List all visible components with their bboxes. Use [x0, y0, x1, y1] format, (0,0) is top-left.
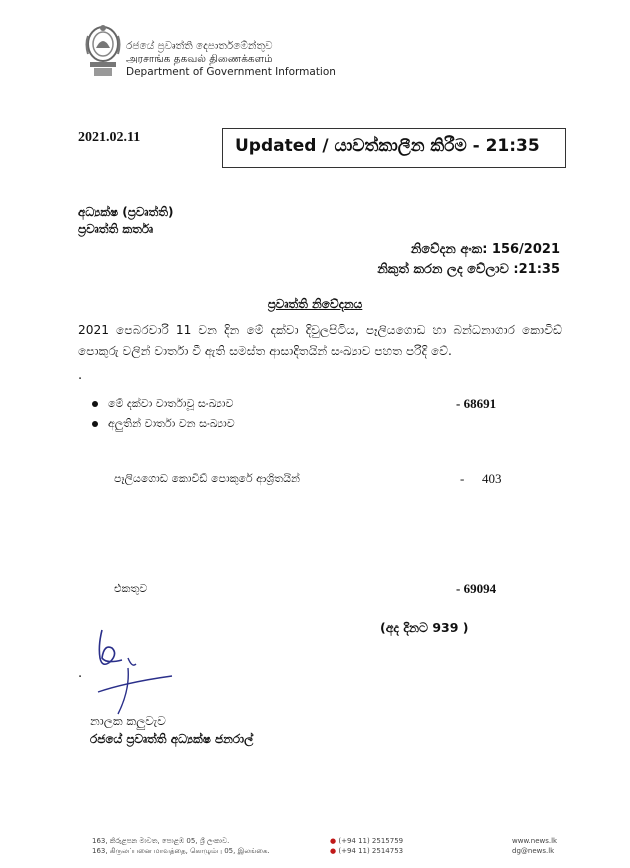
- recipient-line-2: ප්‍රවෘත්ති කර්තෘ: [78, 222, 154, 236]
- new-label: අලුතින් වාර්තා වන සංඛ්‍යාව: [108, 417, 235, 430]
- cluster-value: 403: [482, 471, 502, 486]
- release-time: නිකුත් කරන ලද වේලාව :21:35: [377, 262, 560, 277]
- department-name-block: [126, 40, 336, 79]
- signature-image: [88, 628, 178, 718]
- recipient-line-1: අධ්‍යක්ෂ (ප්‍රවෘත්ති): [78, 205, 174, 219]
- total-value: - 69094: [456, 581, 497, 596]
- fax-icon: ●: [330, 847, 337, 855]
- stray-dot: .: [78, 368, 83, 383]
- page-title: ප්‍රවෘත්ති නිවේදනය: [267, 297, 363, 311]
- bullet-icon: [92, 421, 98, 427]
- signatory-title: රජයේ ප්‍රවෘත්ති අධ්‍යක්ෂ ජනරාල්: [90, 732, 254, 746]
- stray-dot-2: .: [78, 666, 83, 681]
- cluster-dash: -: [460, 471, 465, 486]
- department-name-english: Department of Government Information: [126, 66, 336, 78]
- cluster-label: පෑලියගොඩ කොවිඩ් පොකුරේ ආශ්‍රිතයින්: [114, 472, 300, 485]
- list-item-reported: [92, 397, 233, 411]
- release-number: නිවේදන අංක: 156/2021: [410, 242, 560, 257]
- reported-value: - 68691: [456, 396, 497, 411]
- footer-address-sinhala: 163, කිරුළපන මාවත, පොළඹ 05, ශ්‍රී ලංකාව.: [92, 837, 230, 845]
- state-emblem-logo: [84, 22, 122, 80]
- signatory-name: නාලක කලුවැව: [90, 714, 166, 728]
- total-label: එකතුව: [114, 582, 148, 595]
- department-name-sinhala: රජයේ ප්‍රවෘත්ති දෙපාර්තමේන්තුව: [126, 40, 273, 52]
- footer-web: [512, 836, 557, 856]
- today-count-note: (අද දිනට 939 ): [380, 620, 469, 635]
- footer-fax: (+94 11) 2514753: [338, 847, 404, 855]
- footer-address-tamil: 163, கிருலப்பனை மாவத்தை, கொழும்பு 05, இலங்கை.: [92, 847, 270, 855]
- department-name-tamil: அரசாங்க தகவல் திணைக்களம்: [126, 53, 273, 65]
- footer-email: dg@news.lk: [512, 847, 555, 855]
- footer-address: [92, 836, 270, 856]
- body-paragraph: 2021 පෙබරවාරි 11 වන දින මේ දක්වා දිවුලපිටිය, පෑලියගොඩ හා බන්ධනාගාර කොවිඩ් පොකුරු වලින් වාර්තා වී ඇති සමස්ත ආසාදිතයින් සංඛ්‍යාව පහත පරිදි වේ.: [78, 323, 562, 358]
- footer-website: www.news.lk: [512, 837, 558, 845]
- bullet-icon: [92, 401, 98, 407]
- update-banner: Updated / යාවත්කාලීන කිරීම - 21:35: [222, 128, 566, 168]
- footer-phone: (+94 11) 2515759: [338, 837, 404, 845]
- footer-contacts: [330, 836, 403, 856]
- list-item-new: [92, 417, 235, 431]
- reported-label: මේ දක්වා වාර්තාවූ සංඛ්‍යාව: [108, 397, 234, 410]
- phone-icon: ●: [330, 837, 337, 845]
- document-date: 2021.02.11: [78, 130, 141, 145]
